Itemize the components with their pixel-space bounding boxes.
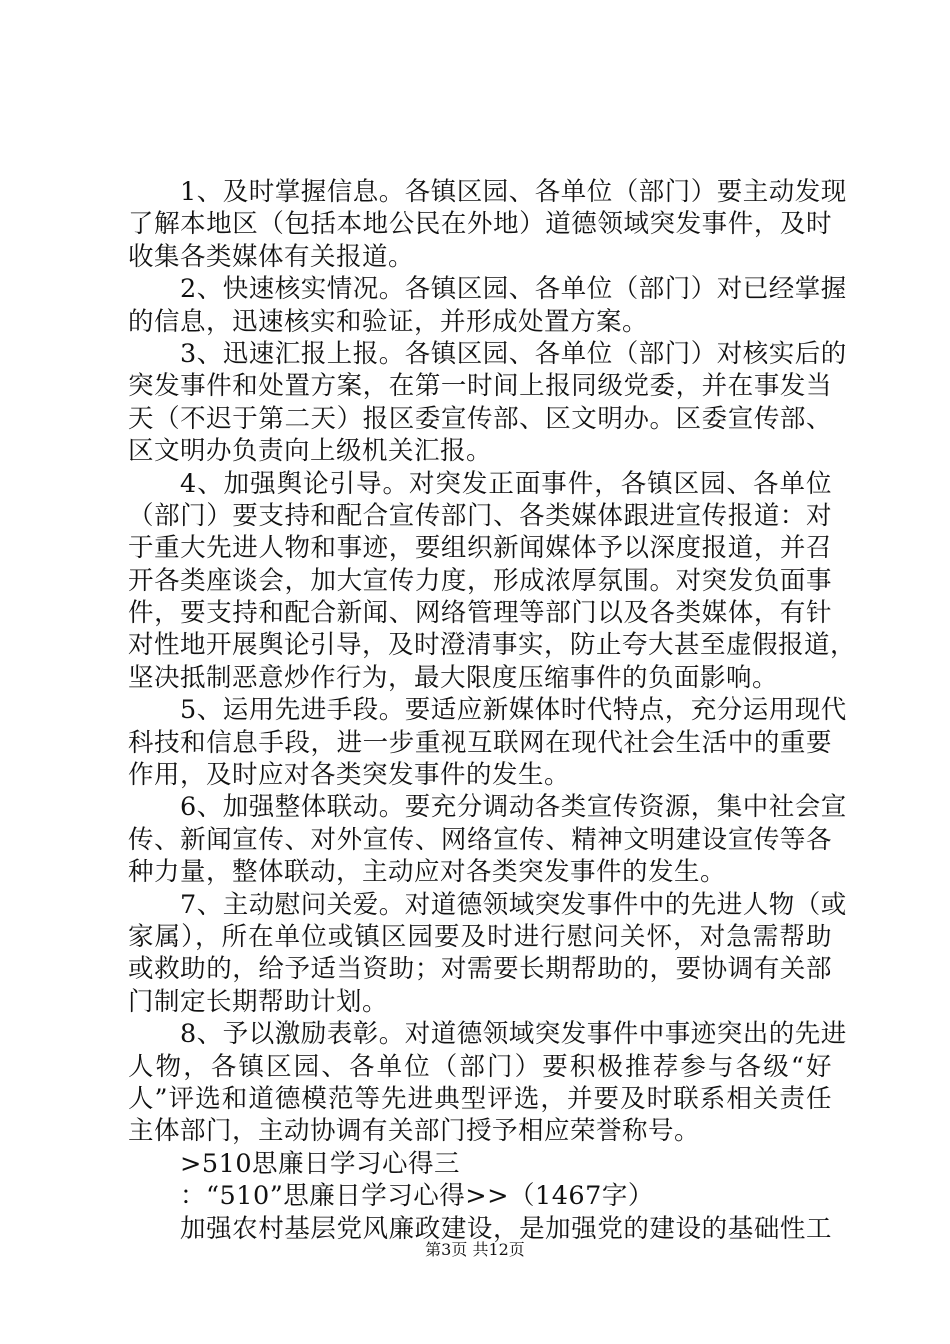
text-line: 科技和信息手段，进一步重视互联网在现代社会生活中的重要: [128, 727, 832, 758]
paragraph-1: [128, 176, 847, 273]
text-line: 7、主动慰问关爱。对道德领域突发事件中的先进人物（或: [180, 889, 847, 920]
paragraph-8: [128, 1018, 847, 1148]
text-line: 门制定长期帮助计划。: [128, 986, 389, 1017]
text-line: ：“510”思廉日学习心得>>（1467字）: [180, 1181, 654, 1212]
paragraph-7: [128, 889, 847, 1019]
text-line: 或救助的，给予适当资助；对需要长期帮助的，要协调有关部: [128, 954, 832, 985]
section-subheading: [128, 1180, 832, 1212]
text-line: 家属），所在单位或镇区园要及时进行慰问关怀，对急需帮助: [128, 921, 832, 952]
text-line: 5、运用先进手段。要适应新媒体时代特点，充分运用现代: [180, 695, 847, 726]
text-line: 人”评选和道德模范等先进典型评选，并要及时联系相关责任: [128, 1083, 832, 1114]
text-line: 收集各类媒体有关报道。: [128, 241, 415, 272]
text-line: 坚决抵制恶意炒作行为，最大限度压缩事件的负面影响。: [128, 662, 779, 693]
page-footer: [0, 1240, 950, 1260]
document-body: [128, 176, 857, 1245]
text-line: 对性地开展舆论引导，及时澄清事实，防止夸大甚至虚假报道，: [128, 630, 857, 661]
text-line: 开各类座谈会，加大宣传力度，形成浓厚氛围。对突发负面事: [128, 565, 832, 596]
text-line: 的信息，迅速核实和验证，并形成处置方案。: [128, 306, 649, 337]
text-line: >510思廉日学习心得三: [180, 1148, 461, 1179]
text-line: 天（不迟于第二天）报区委宣传部、区文明办。区委宣传部、: [128, 403, 832, 434]
text-line: 传、新闻宣传、对外宣传、网络宣传、精神文明建设宣传等各: [128, 824, 832, 855]
text-line: 8、予以激励表彰。对道德领域突发事件中事迹突出的先进: [180, 1019, 847, 1050]
text-line: 于重大先进人物和事迹，要组织新闻媒体予以深度报道，并召: [128, 533, 832, 564]
text-line: 作用，及时应对各类突发事件的发生。: [128, 760, 571, 791]
text-line: 3、迅速汇报上报。各镇区园、各单位（部门）对核实后的: [180, 338, 847, 369]
text-line: 4、加强舆论引导。对突发正面事件，各镇区园、各单位: [180, 468, 832, 499]
paragraph-4: [128, 468, 857, 695]
paragraph-5: [128, 694, 847, 791]
paragraph-2: [128, 273, 847, 338]
text-line: 1、及时掌握信息。各镇区园、各单位（部门）要主动发现: [180, 177, 847, 207]
text-line: （部门）要支持和配合宣传部门、各类媒体跟进宣传报道：对: [128, 500, 832, 531]
text-line: 6、加强整体联动。要充分调动各类宣传资源，集中社会宣: [180, 792, 847, 823]
section-heading: [128, 1148, 832, 1180]
text-line: 加强农村基层党风廉政建设，是加强党的建设的基础性工: [180, 1213, 832, 1244]
text-line: 区文明办负责向上级机关汇报。: [128, 436, 493, 467]
paragraph-3: [128, 338, 847, 468]
text-line: 主体部门，主动协调有关部门授予相应荣誉称号。: [128, 1116, 701, 1147]
paragraph-6: [128, 791, 847, 888]
text-line: 件，要支持和配合新闻、网络管理等部门以及各类媒体，有针: [128, 598, 832, 629]
text-line: 了解本地区（包括本地公民在外地）道德领域突发事件，及时: [128, 209, 832, 240]
text-line: 突发事件和处置方案，在第一时间上报同级党委，并在事发当: [128, 371, 832, 402]
page-number: 第3页 共12页: [425, 1240, 525, 1259]
text-line: 种力量，整体联动，主动应对各类突发事件的发生。: [128, 857, 727, 888]
text-line: 人物，各镇区园、各单位（部门）要积极推荐参与各级“好: [128, 1051, 832, 1082]
text-line: 2、快速核实情况。各镇区园、各单位（部门）对已经掌握: [180, 274, 847, 305]
